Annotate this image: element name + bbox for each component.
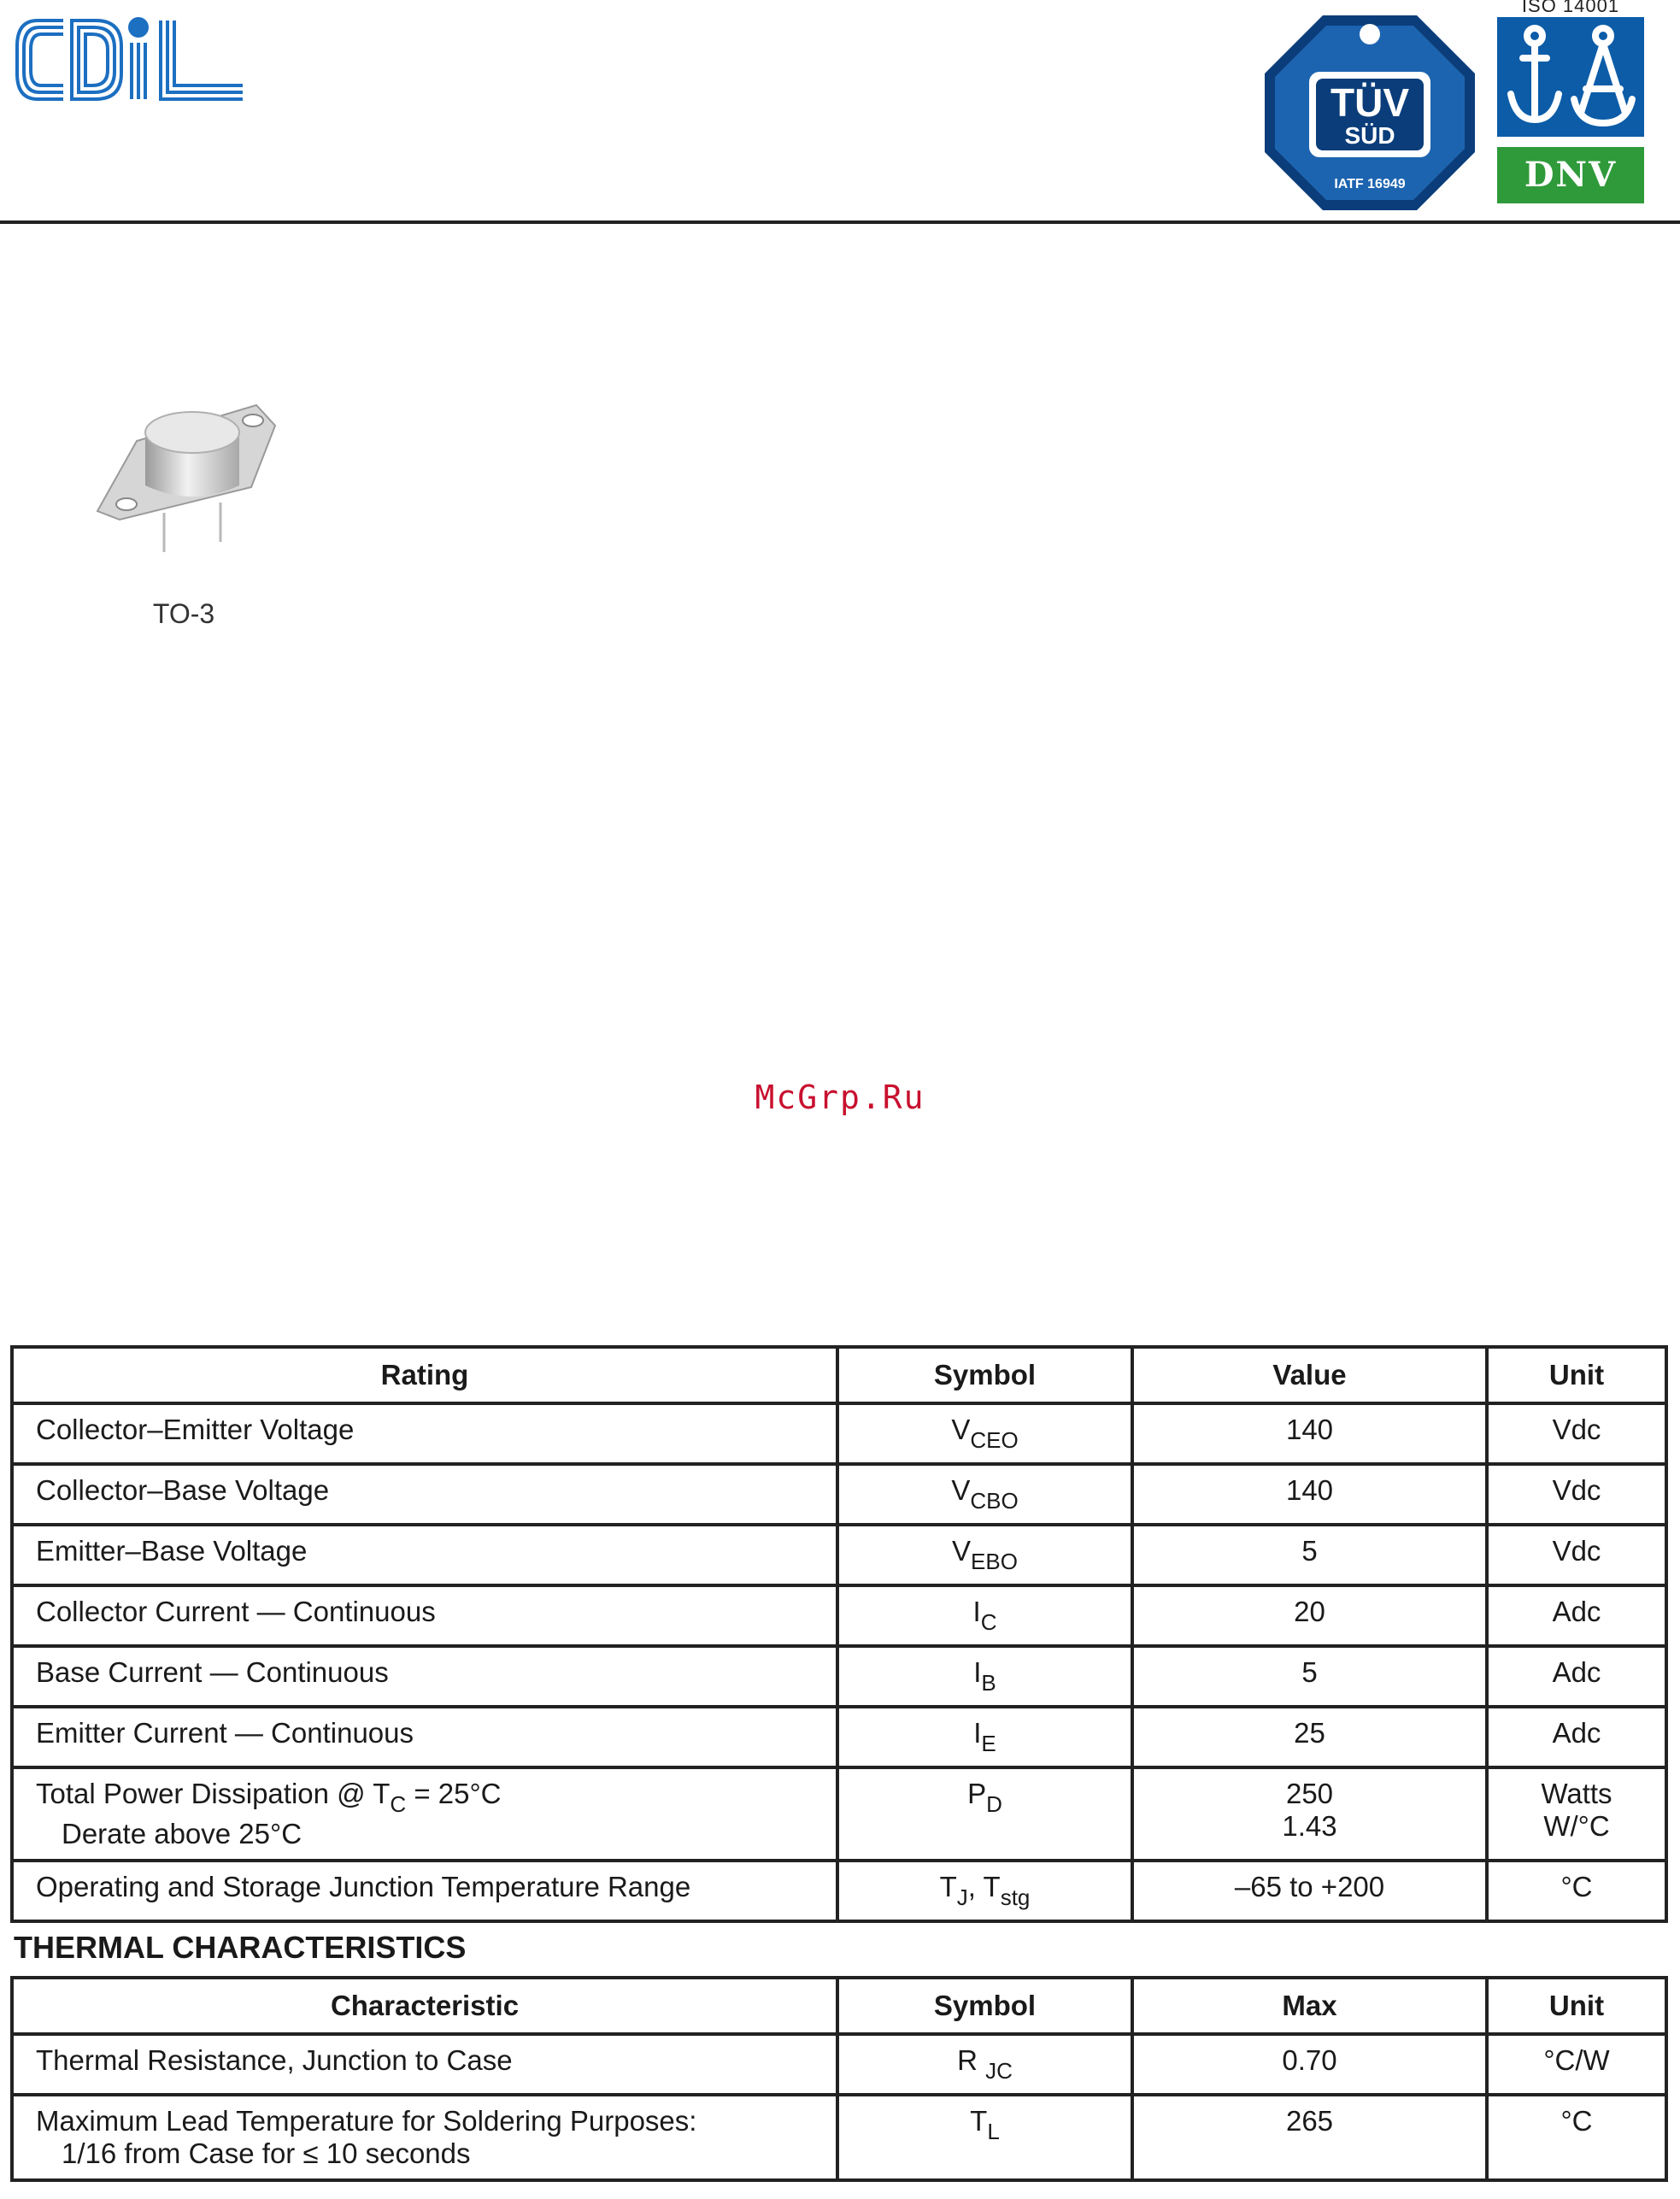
- rating-symbol: $V_{CEO}$: [837, 1403, 1132, 1464]
- characteristic-name: Thermal Resistance, Junction to Case: [12, 2034, 837, 2095]
- characteristic-symbol: $T_L$: [837, 2095, 1132, 2180]
- rating-unit: Adc: [1487, 1585, 1666, 1646]
- characteristic-unit: °C/W: [1487, 2034, 1666, 2095]
- rating-unit: Watts W/°C: [1487, 1767, 1666, 1861]
- watermark: McGrp.Ru: [755, 1079, 925, 1116]
- table-row: [12, 2034, 1666, 2095]
- rating-value: 5: [1132, 1646, 1487, 1707]
- rating-symbol: $I_C$: [837, 1585, 1132, 1646]
- tuv-top-text: TÜV: [1330, 80, 1409, 125]
- characteristic-value: 0.70: [1132, 2034, 1487, 2095]
- rating-value: 20: [1132, 1585, 1487, 1646]
- header-symbol: Symbol: [837, 1978, 1132, 2034]
- to3-package-image: [85, 385, 291, 556]
- anchor-icon: [1497, 17, 1644, 137]
- rating-unit: Vdc: [1487, 1403, 1666, 1464]
- table-row: [12, 1585, 1666, 1646]
- table-row: [12, 1646, 1666, 1707]
- characteristic-symbol: R $_{JC}$: [837, 2034, 1132, 2095]
- rating-symbol: $T_J$, $T_{stg}$: [837, 1861, 1132, 1921]
- rating-name: Base Current — Continuous: [12, 1646, 837, 1707]
- rating-value: 140: [1132, 1464, 1487, 1525]
- table-row-power: [12, 1767, 1666, 1861]
- package-label: TO-3: [152, 598, 215, 629]
- table-row: [12, 1403, 1666, 1464]
- tuv-certification-badge: [1263, 14, 1477, 212]
- rating-name: Total Power Dissipation @ $T_C = 25^\circ C$ Derate above 25°C: [12, 1767, 837, 1861]
- rating-name: Collector Current — Continuous: [12, 1585, 837, 1646]
- rating-unit: Vdc: [1487, 1464, 1666, 1525]
- table-header-row: [12, 1347, 1666, 1403]
- table-row: [12, 1464, 1666, 1525]
- characteristic-name: Maximum Lead Temperature for Soldering Purposes: 1/16 from Case for ≤ 10 seconds: [12, 2095, 837, 2180]
- rating-value: –65 to +200: [1132, 1861, 1487, 1921]
- rating-name: Collector–Base Voltage: [12, 1464, 837, 1525]
- rating-unit: Adc: [1487, 1646, 1666, 1707]
- rating-name: Emitter–Base Voltage: [12, 1525, 837, 1585]
- rating-name: Operating and Storage Junction Temperature Range: [12, 1861, 837, 1921]
- header-unit: Unit: [1487, 1978, 1666, 2034]
- header-max: Max: [1132, 1978, 1487, 2034]
- rating-symbol: $P_D$: [837, 1767, 1132, 1861]
- dnv-logo: DNV: [1497, 147, 1644, 203]
- rating-name: Emitter Current — Continuous: [12, 1707, 837, 1767]
- max-ratings-table: [10, 1345, 1668, 1923]
- rating-unit: Vdc: [1487, 1525, 1666, 1585]
- tuv-bottom-text: SÜD: [1344, 122, 1395, 149]
- table-header-row: [12, 1978, 1666, 2034]
- header-characteristic: Characteristic: [12, 1978, 837, 2034]
- header-unit: Unit: [1487, 1347, 1666, 1403]
- rating-value: 25: [1132, 1707, 1487, 1767]
- rating-unit: Adc: [1487, 1707, 1666, 1767]
- header-rating: Rating: [12, 1347, 837, 1403]
- rating-symbol: $I_E$: [837, 1707, 1132, 1767]
- rating-name: Collector–Emitter Voltage: [12, 1403, 837, 1464]
- header-symbol: Symbol: [837, 1347, 1132, 1403]
- tuv-cert-text: IATF 16949: [1334, 177, 1406, 191]
- cdil-logo: [12, 9, 251, 111]
- header-divider: [0, 220, 1680, 224]
- iso-label: ISO 14001: [1521, 0, 1620, 16]
- rating-symbol: $V_{EBO}$: [837, 1525, 1132, 1585]
- characteristic-value: 265: [1132, 2095, 1487, 2180]
- header-value: Value: [1132, 1347, 1487, 1403]
- rating-value: 140: [1132, 1403, 1487, 1464]
- rating-unit: °C: [1487, 1861, 1666, 1921]
- rating-value: 5: [1132, 1525, 1487, 1585]
- table-row: [12, 1525, 1666, 1585]
- table-row: [12, 2095, 1666, 2180]
- rating-symbol: $I_B$: [837, 1646, 1132, 1707]
- rating-symbol: $V_{CBO}$: [837, 1464, 1132, 1525]
- thermal-table: [10, 1976, 1668, 2182]
- table-row: [12, 1707, 1666, 1767]
- table-row-temperature: [12, 1861, 1666, 1921]
- thermal-section-title: THERMAL CHARACTERISTICS: [14, 1930, 467, 1965]
- characteristic-unit: °C: [1487, 2095, 1666, 2180]
- rating-value: 250 1.43: [1132, 1767, 1487, 1861]
